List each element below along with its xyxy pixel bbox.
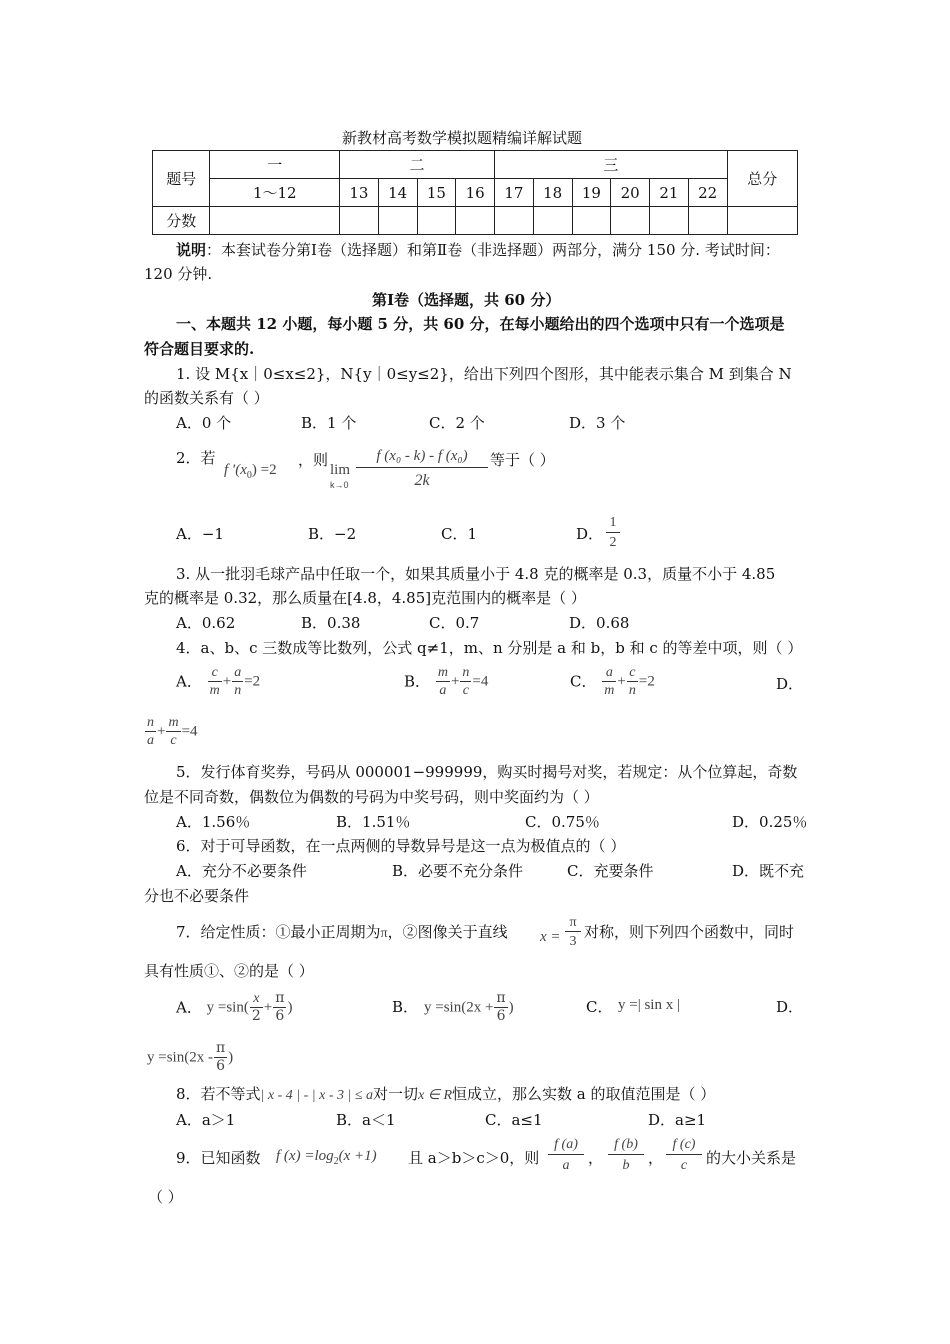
q2-d-fraction	[606, 514, 620, 553]
q2-fprime-end: ) =2	[251, 462, 277, 478]
q4-line-1: 4．a、b、c 三数成等比数列，公式 q≠1，m、n 分别是 a 和 b，b 和 c 的等差中项，则（ ）	[176, 639, 803, 657]
q1-option-d[interactable]: D．3 个	[569, 414, 626, 432]
q4-option-c[interactable]: C． $\frac{a}{m}$ + $\frac{c}{n}$ =2	[570, 665, 655, 698]
q4-option-d[interactable]: $\frac{n}{a}$ + $\frac{m}{c}$ =4	[147, 715, 198, 748]
q7-a-label: A．	[176, 998, 202, 1017]
q3-line-1: 3. 从一批羽毛球产品中任取一个，如果其质量小于 4.8 克的概率是 0.3，质量不小于 4.85	[176, 565, 776, 583]
q3-line-2: 克的概率是 0.32，那么质量在[4.8，4.85]克范围内的概率是（ ）	[144, 589, 586, 607]
q4-a-frac-1: $\frac{c}{m}$	[209, 665, 220, 698]
q1-line-2: 的函数关系有（ ）	[144, 389, 269, 407]
q5-option-a[interactable]: A．1.56％	[176, 813, 251, 831]
q2-fprime-sub: 0	[246, 470, 252, 481]
q6-line-1: 6．对于可导函数，在一点两侧的导数异号是这一点为极值点的（ ）	[176, 837, 626, 855]
q4-option-d-label[interactable]: D．	[776, 675, 804, 693]
q7-b-frac: $\frac{\pi}{6}$	[496, 990, 506, 1024]
note-text: ：本套试卷分第Ⅰ卷（选择题）和第Ⅱ卷（非选择题）两部分，满分 150 分. 考试时间：	[206, 241, 780, 259]
q7-pre: 7．给定性质：①最小正周期为	[176, 923, 381, 941]
table-group-1: 一	[210, 151, 340, 179]
q9-frac-1: f (a) a	[548, 1136, 584, 1177]
q5-line-2: 位是不同奇数，偶数位为偶数的号码为中奖号码，则中奖面约为（ ）	[144, 788, 599, 806]
q2-lim-sub: k→0	[330, 480, 349, 490]
q6-line-3: 分也不必要条件	[144, 887, 250, 905]
q4-c-frac-2: $\frac{c}{n}$	[628, 665, 636, 698]
q6-option-b[interactable]: B．必要不充分条件	[392, 862, 524, 880]
q2-option-d[interactable]: D．	[576, 525, 604, 543]
q5-option-b[interactable]: B．1.51％	[336, 813, 411, 831]
q2-stem	[176, 448, 216, 468]
q1-option-b[interactable]: B．1 个	[301, 414, 357, 432]
q4-b-label: B．	[404, 672, 431, 691]
q4-c-rhs: =2	[638, 673, 655, 690]
q4-a-label: A．	[176, 672, 202, 691]
q3-option-d[interactable]: D．0.68	[569, 614, 630, 632]
q7-option-c[interactable]: y =| sin x |	[618, 997, 680, 1013]
q4-b-frac-2: $\frac{n}{c}$	[462, 665, 470, 698]
table-sub: 16	[456, 179, 495, 207]
q7-a-frac-1: $\frac{x}{2}$	[251, 991, 261, 1024]
q2-fprime	[224, 462, 277, 481]
q2-fprime-f: f ′(x	[224, 462, 247, 478]
q2-option-b[interactable]: B．−2	[308, 525, 357, 543]
q7-option-a[interactable]: A． y =sin( $\frac{x}{2}$ + $\frac{\pi}{6}$ )	[176, 990, 293, 1024]
q2-suffix: 等于（ ）	[490, 451, 555, 469]
q4-option-b[interactable]: B． $\frac{m}{a}$ + $\frac{n}{c}$ =4	[404, 665, 489, 698]
q5-option-d[interactable]: D．0.25％	[732, 813, 808, 831]
q2-numerator: f (x₀ - k) - f (x₀)	[356, 448, 488, 468]
score-cell[interactable]	[533, 207, 572, 235]
q4-c-frac-1: $\frac{a}{m}$	[604, 665, 615, 698]
q6-option-a[interactable]: A．充分不必要条件	[176, 862, 307, 880]
q8-post: 恒成立，那么实数 a 的取值范围是（ ）	[452, 1085, 716, 1103]
q7-post: 对称，则下列四个函数中，同时	[584, 923, 795, 941]
score-table	[152, 150, 798, 235]
score-cell[interactable]	[378, 207, 417, 235]
q2-d-den: 2	[609, 535, 617, 550]
q3-option-b[interactable]: B．0.38	[301, 614, 361, 632]
table-sub-1-12: 1～12	[210, 179, 340, 207]
q8-math: | x - 4 | - | x - 3 | ≤ a	[260, 1088, 374, 1103]
q5-option-c[interactable]: C．0.75％	[525, 813, 600, 831]
q7-a-frac-2: $\frac{\pi}{6}$	[275, 990, 285, 1024]
score-cell[interactable]	[495, 207, 534, 235]
q9-function: f $(x) =\log_2(x +1)$	[276, 1148, 377, 1167]
q8-pre: 8．若不等式	[176, 1085, 261, 1103]
q2-mid: ，则	[298, 451, 329, 469]
note-line-1	[176, 240, 780, 260]
q7-x-num: π	[565, 914, 581, 932]
score-cell[interactable]	[611, 207, 650, 235]
q9-line-2: （ ）	[148, 1188, 183, 1206]
section-title: 第Ⅰ卷（选择题，共 60 分）	[372, 291, 561, 309]
q2-lim: lim	[330, 462, 351, 478]
q6-option-c[interactable]: C．充要条件	[567, 862, 654, 880]
q1-option-a[interactable]: A．0 个	[176, 414, 232, 432]
table-row-label-number: 题号	[153, 151, 210, 207]
q7-line-1	[176, 922, 508, 944]
q7-x-den: 3	[569, 934, 577, 949]
q9-frac-3: f (c) c	[666, 1136, 702, 1177]
part-intro-line-2: 符合题目要求的.	[144, 340, 255, 358]
score-cell[interactable]	[340, 207, 379, 235]
q4-d-frac-2: $\frac{m}{c}$	[168, 715, 179, 748]
table-sub: 17	[495, 179, 534, 207]
q7-pi: π	[380, 926, 388, 941]
table-group-2: 二	[340, 151, 495, 179]
q5-line-1: 5．发行体育奖券，号码从 000001−999999，购买时揭号对奖，若规定：从个位算起，奇数	[176, 763, 798, 781]
q4-b-frac-1: $\frac{m}{a}$	[437, 665, 448, 698]
q2-option-c[interactable]: C．1	[441, 525, 478, 543]
q9-comma-1: ，	[588, 1149, 604, 1167]
q8-option-a[interactable]: A．a＞1	[176, 1111, 236, 1129]
q2-option-a[interactable]: A．−1	[176, 525, 224, 543]
score-cell[interactable]	[572, 207, 611, 235]
q8-mid: 对一切	[373, 1085, 419, 1103]
table-sub: 22	[688, 179, 727, 207]
table-total-label: 总分	[727, 151, 797, 207]
q7-x-fraction	[565, 914, 581, 952]
q4-d-rhs: =4	[181, 723, 198, 740]
part-intro-line-1: 一、本题共 12 小题，每小题 5 分，共 60 分，在每小题给出的四个选项中只有一个选项是	[176, 315, 785, 333]
q9-comma-2: ，	[648, 1149, 664, 1167]
score-cell[interactable]	[417, 207, 456, 235]
q2-d-num: 1	[606, 514, 620, 533]
q2-prefix: 2．若	[176, 449, 216, 467]
table-sub: 19	[572, 179, 611, 207]
q3-option-a[interactable]: A．0.62	[176, 614, 236, 632]
q4-a-rhs: =2	[244, 673, 261, 690]
score-cell[interactable]	[650, 207, 689, 235]
q8-math-2: x ∈ R	[418, 1088, 453, 1103]
q4-c-label: C．	[570, 672, 597, 691]
table-row-label-score: 分数	[153, 207, 210, 235]
q8-option-d[interactable]: D．a≥1	[648, 1111, 707, 1129]
score-cell[interactable]	[210, 207, 340, 235]
score-cell[interactable]	[456, 207, 495, 235]
table-sub: 20	[611, 179, 650, 207]
note-line-2: 120 分钟.	[144, 265, 213, 283]
q9-frac-2: f (b) b	[608, 1136, 644, 1177]
q8-option-c[interactable]: C．a≤1	[485, 1111, 543, 1129]
q9-pre: 9．已知函数	[176, 1149, 261, 1167]
q2-fraction	[356, 448, 488, 490]
q2-denominator: 2k	[414, 472, 430, 489]
q4-option-a[interactable]: A． $\frac{c}{m}$ + $\frac{a}{n}$ =2	[176, 665, 261, 698]
q7-option-b-label[interactable]: B．	[392, 998, 419, 1016]
note-label: 说明	[176, 241, 207, 259]
q7-option-d[interactable]: y =sin(2x - $\frac{\pi}{6}$ )	[147, 1040, 234, 1074]
q1-line-1: 1. 设 M{x｜0≤x≤2}，N{y｜0≤y≤2}，给出下列四个图形，其中能表示集合 M 到集合 N	[176, 365, 792, 383]
q4-a-frac-2: $\frac{a}{n}$	[234, 665, 242, 698]
q9-post: 的大小关系是	[706, 1149, 797, 1167]
q3-option-c[interactable]: C．0.7	[429, 614, 480, 632]
table-sub: 15	[417, 179, 456, 207]
score-cell[interactable]	[688, 207, 727, 235]
q8-option-b[interactable]: B．a＜1	[336, 1111, 396, 1129]
q8-line-1	[176, 1084, 715, 1106]
q7-option-b[interactable]: y =sin(2x + $\frac{\pi}{6}$ )	[424, 990, 514, 1024]
q4-b-rhs: =4	[472, 673, 489, 690]
q6-option-d[interactable]: D．既不充	[732, 862, 805, 880]
q7-mid: ，②图像关于直线	[387, 923, 508, 941]
page-title: 新教材高考数学模拟题精编详解试题	[342, 129, 583, 147]
q7-d-frac: $\frac{\pi}{6}$	[215, 1040, 226, 1074]
table-group-3: 三	[495, 151, 728, 179]
table-sub: 21	[650, 179, 689, 207]
q4-d-frac-1: $\frac{n}{a}$	[147, 715, 154, 748]
q7-line-2: 具有性质①、②的是（ ）	[144, 962, 314, 980]
table-sub: 18	[533, 179, 572, 207]
score-cell[interactable]	[727, 207, 797, 235]
q9-mid: 且 a＞b＞c＞0，则	[408, 1149, 540, 1167]
table-sub: 14	[378, 179, 417, 207]
q1-option-c[interactable]: C．2 个	[429, 414, 485, 432]
q7-option-c-label[interactable]: C．	[586, 998, 613, 1016]
q7-x-eq: x =	[540, 929, 561, 945]
q7-option-d-label[interactable]: D．	[776, 998, 804, 1016]
table-sub: 13	[340, 179, 379, 207]
